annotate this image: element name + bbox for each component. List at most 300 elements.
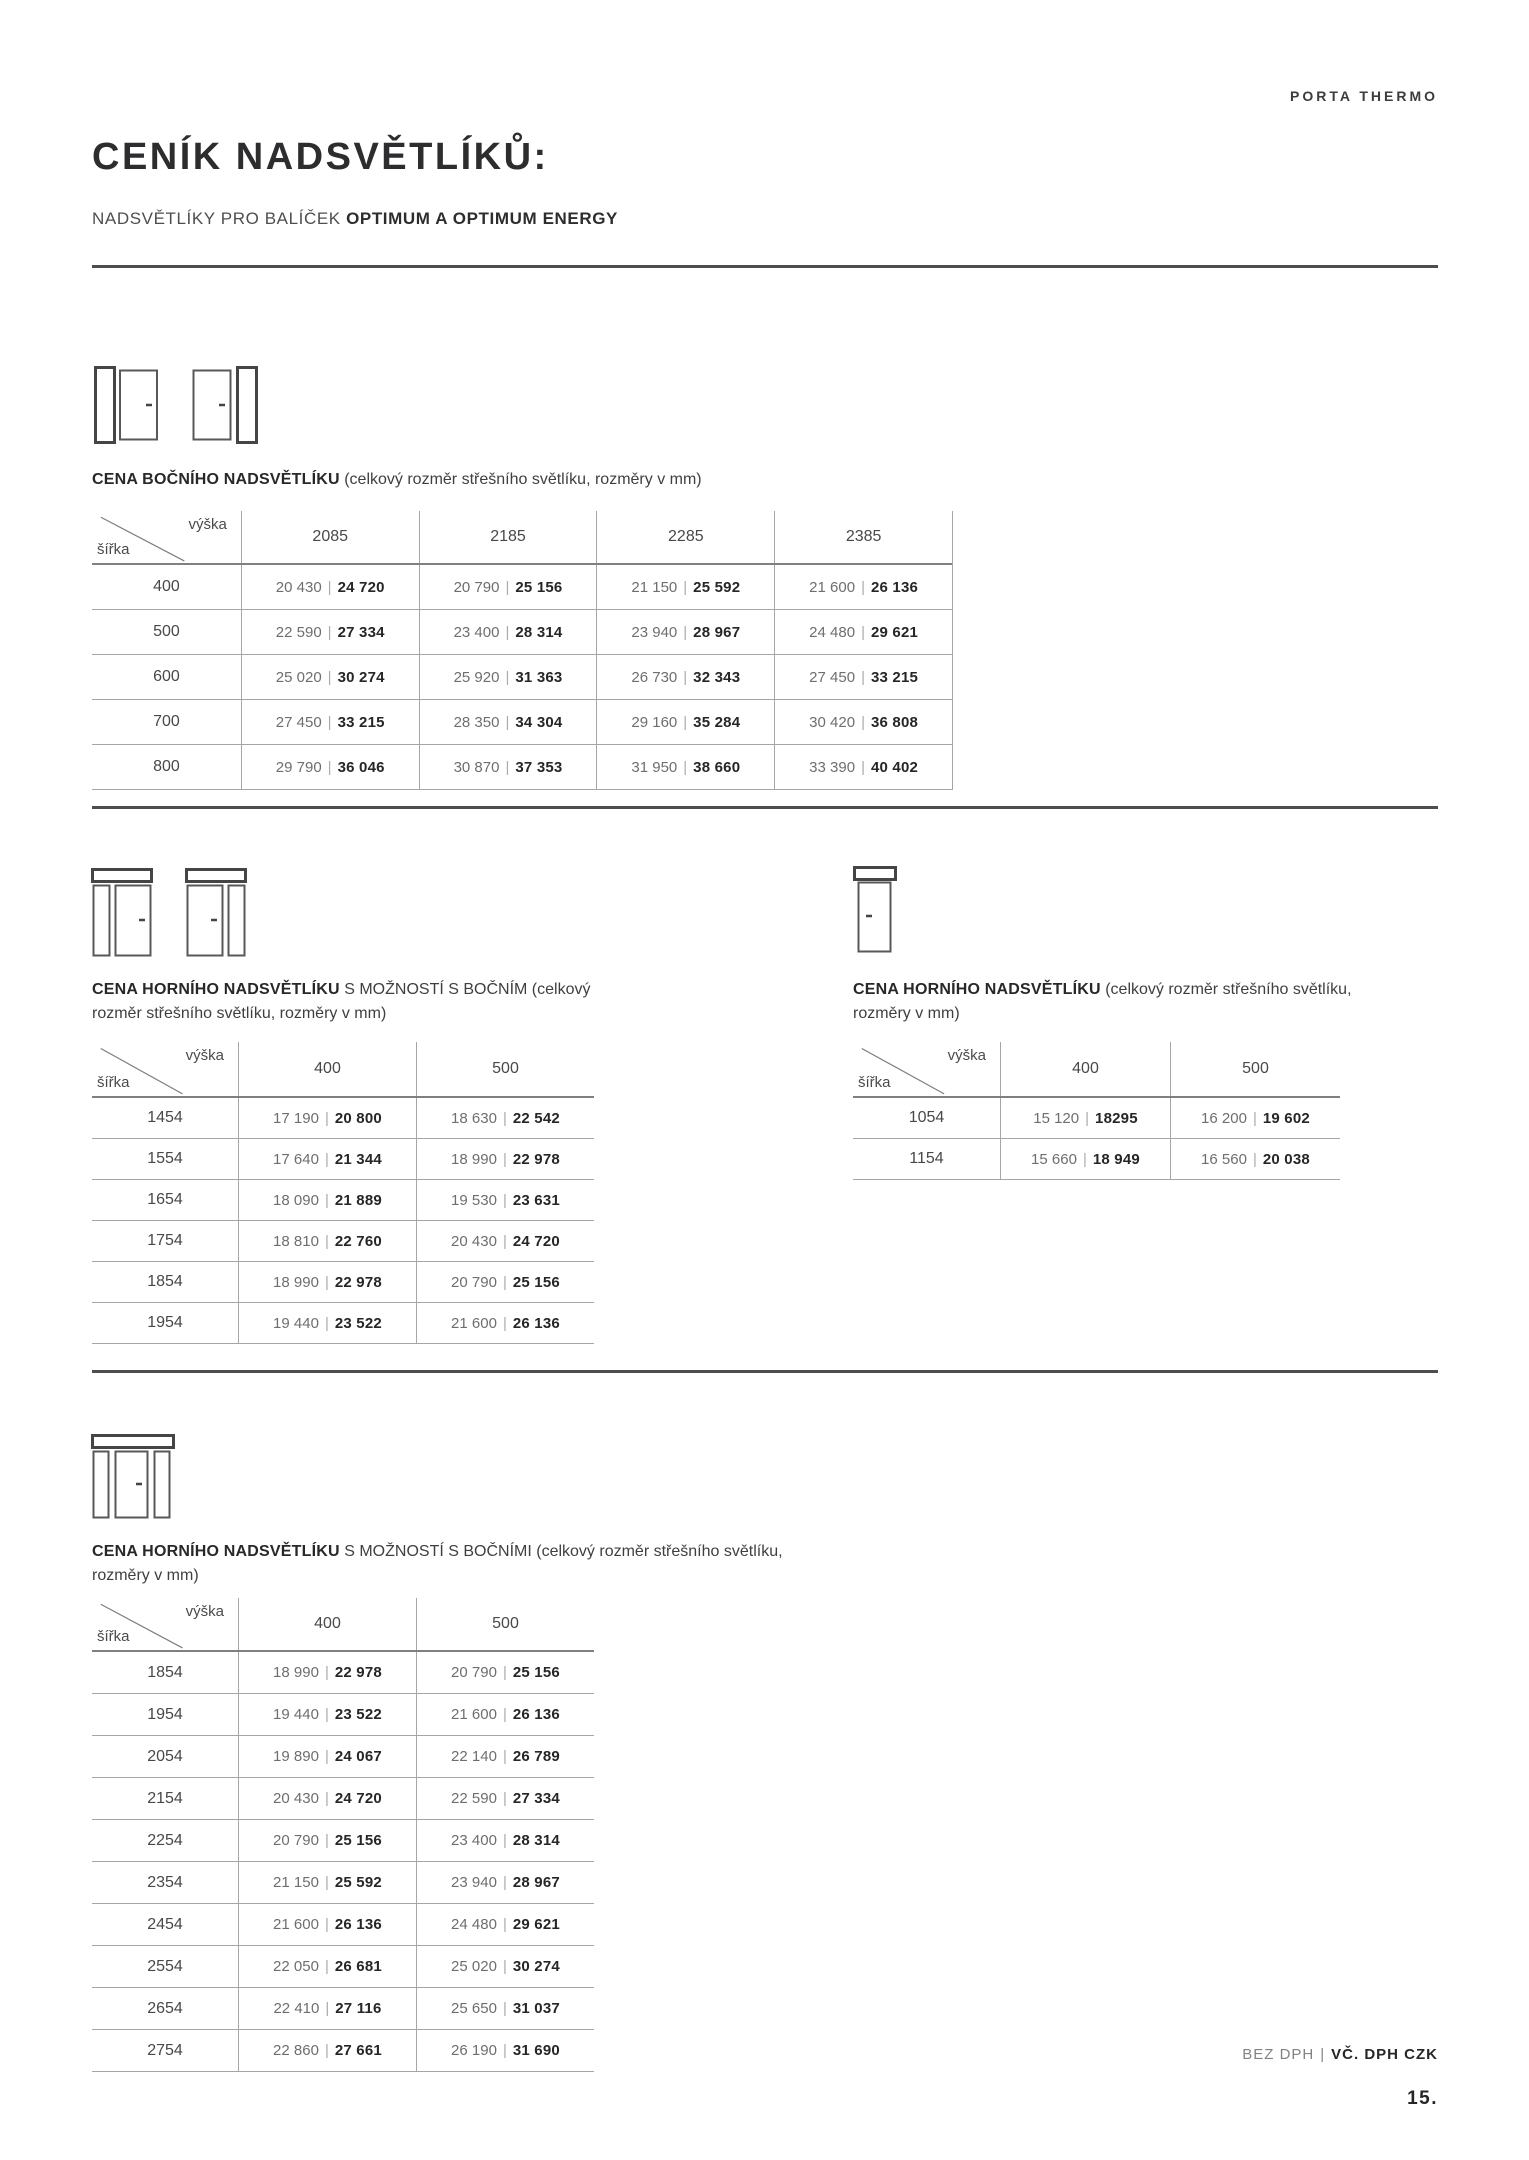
price-net: 25 920 [453, 668, 500, 686]
price-gross: 25 592 [693, 578, 741, 596]
price-net: 29 790 [275, 758, 322, 776]
price-gross: 30 274 [337, 668, 385, 686]
row-header-width: 1754 [147, 1232, 183, 1249]
subtitle-bold: OPTIMUM A OPTIMUM ENERGY [346, 209, 618, 228]
price-net: 21 600 [451, 1706, 497, 1723]
price-divider: | [502, 1958, 507, 1975]
price-net: 25 020 [451, 1958, 497, 1975]
price-cell [774, 655, 952, 699]
price-net: 22 140 [451, 1748, 497, 1765]
price-divider: | [502, 1273, 507, 1291]
price-net: 33 390 [809, 758, 856, 776]
height-axis-label: výška [185, 1047, 224, 1064]
price-divider: | [325, 2000, 330, 2017]
price-gross: 31 690 [512, 2042, 560, 2059]
price-gross: 28 314 [515, 623, 563, 641]
price-gross: 23 631 [512, 1191, 560, 1209]
table-row [92, 1303, 594, 1344]
price-cell [416, 1098, 594, 1138]
page-title: CENÍK NADSVĚTLÍKŮ: [92, 136, 549, 178]
price-net: 24 480 [451, 1916, 497, 1933]
price-legend [1242, 2046, 1438, 2063]
price-cell [238, 1303, 416, 1343]
row-header-width: 1454 [147, 1109, 183, 1126]
price-cell [419, 700, 597, 744]
price-gross: 37 353 [515, 758, 563, 776]
price-gross: 35 284 [693, 713, 741, 731]
table-corner-cell [853, 1042, 1000, 1096]
price-net: 18 810 [273, 1232, 319, 1250]
price-divider: | [324, 1314, 329, 1332]
price-cell [596, 655, 774, 699]
width-axis-label: šířka [97, 541, 130, 558]
table-row [92, 1098, 594, 1139]
price-net: 22 860 [273, 2042, 319, 2059]
table-row [92, 1988, 594, 2030]
top-transom-with-side-icons [91, 868, 247, 958]
section-divider-rule [92, 1370, 1438, 1373]
price-gross: 26 136 [512, 1706, 560, 1723]
price-net: 20 790 [453, 578, 500, 596]
price-divider: | [502, 1748, 507, 1765]
brand-logo-text: PORTA THERMO [1290, 88, 1438, 104]
price-cell [238, 1139, 416, 1179]
price-gross: 29 621 [870, 623, 919, 641]
price-divider: | [683, 758, 688, 776]
price-divider: | [324, 1273, 329, 1291]
price-net: 28 350 [453, 713, 500, 731]
price-net: 27 450 [809, 668, 856, 686]
column-header: 400 [238, 1598, 416, 1650]
table-row [92, 700, 952, 745]
price-gross: 25 592 [334, 1874, 382, 1891]
caption-bold: CENA HORNÍHO NADSVĚTLÍKU [92, 1543, 340, 1560]
row-header-width: 2154 [147, 1789, 183, 1807]
price-divider: | [505, 713, 510, 731]
price-net: 20 790 [451, 1664, 497, 1681]
price-cell [241, 700, 419, 744]
price-cell [774, 745, 952, 789]
price-gross: 19 602 [1262, 1109, 1310, 1127]
price-cell [1000, 1139, 1170, 1179]
price-net: 22 590 [275, 623, 322, 641]
price-cell [416, 1139, 594, 1179]
price-divider: | [324, 1916, 329, 1933]
price-divider: | [324, 1790, 329, 1807]
price-cell [238, 1180, 416, 1220]
price-net: 23 940 [631, 623, 678, 641]
price-divider: | [324, 1874, 329, 1891]
row-header-width: 2654 [147, 1999, 183, 2017]
price-divider: | [324, 1706, 329, 1723]
price-cell [419, 745, 597, 789]
price-gross: 18295 [1095, 1109, 1138, 1127]
column-header: 500 [1170, 1042, 1340, 1096]
column-header: 500 [416, 1598, 594, 1650]
section-caption-horni [853, 978, 1353, 1026]
table-row [92, 1652, 594, 1694]
price-divider: | [502, 2000, 507, 2017]
price-divider: | [502, 1314, 507, 1332]
price-cell [238, 1946, 416, 1987]
table-row [92, 1139, 594, 1180]
row-header-width: 700 [153, 713, 180, 730]
section-caption-horni-s-bocnimi [92, 1540, 792, 1588]
price-net: 19 440 [273, 1314, 319, 1332]
price-gross: 33 215 [337, 713, 385, 731]
price-net: 23 400 [453, 623, 500, 641]
price-cell [238, 1262, 416, 1302]
price-gross: 25 156 [512, 1664, 560, 1681]
price-cell [238, 1652, 416, 1693]
legend-net-label: BEZ DPH [1242, 2046, 1315, 2063]
caption-rest: (celkový rozměr střešního světlíku, rozměry v mm) [339, 471, 702, 488]
price-net: 26 190 [451, 2042, 497, 2059]
caption-rest: (celkový rozměr střešního světlíku, rozměry v mm) [853, 981, 1352, 1022]
price-gross: 38 660 [693, 758, 741, 776]
price-net: 22 410 [273, 2000, 320, 2017]
row-header-width: 800 [153, 758, 180, 775]
price-divider: | [1252, 1109, 1257, 1127]
price-net: 29 160 [631, 713, 678, 731]
door-with-left-sidelight-icon [94, 366, 160, 444]
row-header-width: 1954 [147, 1314, 183, 1331]
price-net: 16 200 [1201, 1109, 1247, 1127]
price-gross: 26 136 [334, 1916, 382, 1933]
price-gross: 28 314 [512, 1832, 560, 1849]
price-cell [238, 1736, 416, 1777]
price-net: 18 090 [273, 1191, 319, 1209]
price-net: 30 870 [453, 758, 500, 776]
price-cell [241, 745, 419, 789]
price-divider: | [324, 1191, 329, 1209]
price-gross: 28 967 [512, 1874, 560, 1891]
price-gross: 27 334 [512, 1790, 560, 1807]
price-gross: 23 522 [334, 1314, 382, 1332]
price-net: 17 640 [273, 1150, 319, 1168]
price-net: 21 600 [451, 1314, 497, 1332]
price-cell [238, 1988, 416, 2029]
price-divider: | [1082, 1150, 1087, 1168]
price-net: 21 600 [273, 1916, 319, 1933]
price-gross: 28 967 [693, 623, 741, 641]
price-gross: 40 402 [870, 758, 919, 776]
price-gross: 22 760 [334, 1232, 382, 1250]
price-gross: 25 156 [515, 578, 563, 596]
price-net: 21 600 [809, 578, 856, 596]
table-body [92, 1652, 594, 2072]
table-corner-cell [92, 511, 241, 563]
price-net: 23 400 [451, 1832, 497, 1849]
price-gross: 20 038 [1262, 1150, 1310, 1168]
price-gross: 27 116 [335, 2000, 382, 2017]
price-net: 23 940 [451, 1874, 497, 1891]
price-gross: 26 789 [512, 1748, 560, 1765]
price-gross: 24 720 [334, 1790, 382, 1807]
price-cell [419, 655, 597, 699]
table-row [92, 1262, 594, 1303]
row-header-width: 2454 [147, 1915, 183, 1933]
side-transom-price-table [92, 511, 953, 790]
price-net: 27 450 [275, 713, 322, 731]
price-cell [1000, 1098, 1170, 1138]
caption-rest: S MOŽNOSTÍ S BOČNÍM (celkový rozměr střešního světlíku, rozměry v mm) [92, 981, 591, 1022]
price-cell [416, 1820, 594, 1861]
price-net: 19 530 [451, 1191, 497, 1209]
table-row [92, 2030, 594, 2072]
price-cell [241, 655, 419, 699]
price-net: 26 730 [631, 668, 678, 686]
column-header: 400 [238, 1042, 416, 1096]
price-gross: 27 661 [334, 2042, 382, 2059]
price-net: 18 990 [273, 1273, 319, 1291]
door-with-right-sidelight-icon [192, 366, 258, 444]
price-gross: 31 037 [512, 2000, 560, 2017]
price-net: 31 950 [631, 758, 678, 776]
price-cell [419, 565, 597, 609]
price-net: 20 430 [273, 1790, 319, 1807]
column-header: 500 [416, 1042, 594, 1096]
price-gross: 26 136 [512, 1314, 560, 1332]
price-cell [416, 1778, 594, 1819]
price-divider: | [505, 758, 510, 776]
door-with-transom-and-two-sidelights-icon [91, 1434, 175, 1522]
table-row [92, 1946, 594, 1988]
column-header: 2185 [419, 511, 597, 563]
price-net: 15 120 [1033, 1109, 1080, 1127]
price-gross: 24 720 [337, 578, 385, 596]
price-cell [238, 1221, 416, 1261]
width-axis-label: šířka [858, 1074, 891, 1091]
price-divider: | [327, 713, 332, 731]
row-header-width: 600 [153, 668, 180, 685]
price-divider: | [502, 1916, 507, 1933]
price-cell [596, 745, 774, 789]
price-divider: | [1085, 1109, 1090, 1127]
price-cell [416, 1946, 594, 1987]
price-divider: | [324, 1664, 329, 1681]
price-net: 21 150 [273, 1874, 319, 1891]
price-divider: | [502, 1832, 507, 1849]
price-gross: 30 274 [512, 1958, 560, 1975]
row-header-width: 2554 [147, 1957, 183, 1975]
price-gross: 22 542 [512, 1109, 560, 1127]
row-header-width: 500 [153, 623, 180, 640]
price-gross: 23 522 [334, 1706, 382, 1723]
section-caption-horni-s-bocnim [92, 978, 632, 1026]
price-gross: 22 978 [334, 1664, 382, 1681]
price-divider: | [327, 668, 332, 686]
table-row [92, 1820, 594, 1862]
price-cell [596, 700, 774, 744]
price-net: 18 630 [451, 1109, 497, 1127]
price-cell [241, 610, 419, 654]
price-gross: 36 808 [870, 713, 919, 731]
price-net: 25 020 [275, 668, 322, 686]
table-row [92, 1904, 594, 1946]
table-body [92, 565, 952, 790]
table-row [92, 610, 952, 655]
price-gross: 29 621 [512, 1916, 560, 1933]
price-gross: 18 949 [1092, 1150, 1140, 1168]
top-transom-price-table [853, 1042, 1340, 1180]
price-cell [1170, 1098, 1340, 1138]
row-header-width: 2754 [147, 2041, 183, 2059]
caption-bold: CENA HORNÍHO NADSVĚTLÍKU [853, 981, 1101, 998]
price-cell [416, 1180, 594, 1220]
price-cell [416, 1221, 594, 1261]
price-gross: 26 136 [870, 578, 919, 596]
price-divider: | [502, 1232, 507, 1250]
row-header-width: 2254 [147, 1831, 183, 1849]
price-gross: 21 344 [334, 1150, 382, 1168]
price-net: 19 440 [273, 1706, 319, 1723]
price-gross: 22 978 [512, 1150, 560, 1168]
price-divider: | [683, 713, 688, 731]
table-header-row [853, 1042, 1340, 1098]
price-cell [419, 610, 597, 654]
price-divider: | [861, 578, 865, 596]
price-cell [416, 1262, 594, 1302]
price-divider: | [861, 623, 865, 641]
table-row [92, 1694, 594, 1736]
price-cell [416, 1736, 594, 1777]
price-net: 20 430 [275, 578, 322, 596]
price-gross: 27 334 [337, 623, 385, 641]
price-cell [238, 1778, 416, 1819]
section-divider-rule [92, 806, 1438, 809]
table-header-row [92, 1042, 594, 1098]
price-gross: 34 304 [515, 713, 563, 731]
price-divider: | [502, 1874, 507, 1891]
table-row [92, 1862, 594, 1904]
row-header-width: 1654 [147, 1191, 183, 1208]
row-header-width: 400 [153, 578, 180, 595]
price-net: 16 560 [1201, 1150, 1247, 1168]
legend-divider: | [1320, 2046, 1326, 2063]
table-row [92, 745, 952, 790]
table-body [92, 1098, 594, 1344]
row-header-width: 1854 [147, 1273, 183, 1290]
price-divider: | [683, 623, 688, 641]
price-cell [596, 565, 774, 609]
price-net: 22 590 [451, 1790, 497, 1807]
page-subtitle [92, 209, 618, 229]
table-row [92, 1221, 594, 1262]
price-gross: 32 343 [693, 668, 741, 686]
price-divider: | [327, 578, 332, 596]
column-header: 400 [1000, 1042, 1170, 1096]
table-row [92, 565, 952, 610]
price-cell [416, 1303, 594, 1343]
column-header: 2085 [241, 511, 419, 563]
table-corner-cell [92, 1042, 238, 1096]
price-divider: | [1252, 1150, 1257, 1168]
price-divider: | [502, 1150, 507, 1168]
price-cell [774, 700, 952, 744]
price-cell [238, 1862, 416, 1903]
price-gross: 24 720 [512, 1232, 560, 1250]
price-gross: 24 067 [334, 1748, 382, 1765]
price-cell [416, 1988, 594, 2029]
top-transom-icon-group [853, 866, 897, 954]
row-header-width: 1554 [147, 1150, 183, 1167]
price-divider: | [502, 1706, 507, 1723]
price-net: 17 190 [273, 1109, 319, 1127]
price-cell [416, 1862, 594, 1903]
section-divider-rule [92, 265, 1438, 268]
price-net: 20 790 [273, 1832, 319, 1849]
price-divider: | [502, 1790, 507, 1807]
door-with-transom-and-left-sidelight-icon [91, 868, 153, 958]
price-net: 15 660 [1031, 1150, 1077, 1168]
price-net: 22 050 [273, 1958, 319, 1975]
price-divider: | [324, 1748, 329, 1765]
row-header-width: 2354 [147, 1873, 183, 1891]
caption-rest: S MOŽNOSTÍ S BOČNÍMI (celkový rozměr střešního světlíku, rozměry v mm) [92, 1543, 783, 1584]
column-header: 2385 [774, 511, 952, 563]
price-cell [238, 1820, 416, 1861]
table-body [853, 1098, 1340, 1180]
price-divider: | [327, 623, 332, 641]
price-cell [1170, 1139, 1340, 1179]
price-gross: 25 156 [334, 1832, 382, 1849]
price-divider: | [505, 623, 510, 641]
top-transom-with-side-price-table [92, 1042, 594, 1344]
price-cell [416, 1652, 594, 1693]
table-row [92, 1778, 594, 1820]
row-header-width: 1854 [147, 1663, 183, 1681]
column-header: 2285 [596, 511, 774, 563]
top-transom-two-sides-icon-group [91, 1434, 175, 1522]
price-gross: 31 363 [515, 668, 563, 686]
price-cell [238, 1904, 416, 1945]
price-net: 21 150 [631, 578, 678, 596]
row-header-width: 1054 [908, 1109, 945, 1126]
width-axis-label: šířka [97, 1628, 130, 1645]
price-divider: | [502, 1191, 507, 1209]
price-divider: | [861, 668, 865, 686]
table-row [92, 1180, 594, 1221]
price-cell [241, 565, 419, 609]
price-divider: | [324, 2042, 329, 2059]
caption-bold: CENA BOČNÍHO NADSVĚTLÍKU [92, 471, 340, 488]
price-divider: | [861, 758, 865, 776]
price-divider: | [502, 2042, 507, 2059]
width-axis-label: šířka [97, 1074, 130, 1091]
price-net: 25 650 [451, 2000, 497, 2017]
price-divider: | [324, 1109, 329, 1127]
table-row [853, 1139, 1340, 1180]
price-divider: | [327, 758, 332, 776]
table-corner-cell [92, 1598, 238, 1650]
price-divider: | [505, 668, 510, 686]
price-net: 20 430 [451, 1232, 497, 1250]
price-gross: 22 978 [334, 1273, 382, 1291]
price-gross: 36 046 [337, 758, 385, 776]
price-cell [238, 1098, 416, 1138]
price-cell [416, 2030, 594, 2071]
price-cell [238, 1694, 416, 1735]
row-header-width: 1954 [147, 1705, 183, 1723]
price-net: 20 790 [451, 1273, 497, 1291]
price-divider: | [324, 1232, 329, 1250]
caption-bold: CENA HORNÍHO NADSVĚTLÍKU [92, 981, 340, 998]
price-cell [596, 610, 774, 654]
table-header-row [92, 1598, 594, 1652]
price-divider: | [324, 1832, 329, 1849]
door-with-transom-and-right-sidelight-icon [185, 868, 247, 958]
